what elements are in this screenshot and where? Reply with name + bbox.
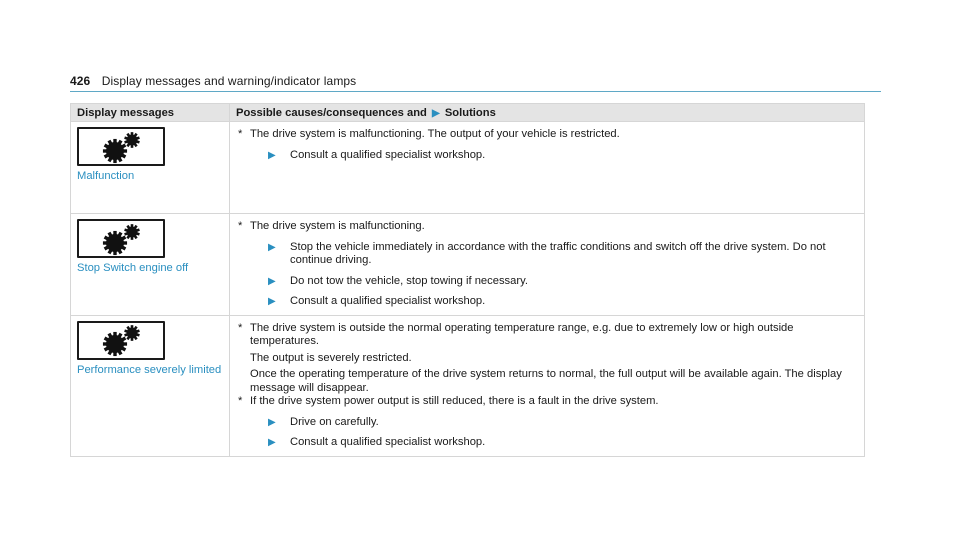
cause-item [238, 395, 852, 409]
bullet-marker: * [238, 220, 243, 232]
solution-arrow-icon: ▶ [268, 296, 276, 307]
display-message-cell [71, 315, 230, 456]
solution-arrow-icon: ▶ [432, 107, 440, 119]
solution-arrow-icon: ▶ [268, 149, 276, 161]
table-row [71, 122, 865, 214]
display-message-label: Stop Switch engine off [77, 262, 189, 274]
solution-text: Drive on carefully. [290, 415, 379, 428]
solution-text: Stop the vehicle immediately in accordance with the traffic conditions and switch off the drive system. Do not continue driving. [290, 240, 826, 266]
column-header-solutions-label: Solutions [444, 106, 496, 119]
column-header-causes-solutions [230, 104, 865, 122]
solution-text: Consult a qualified specialist workshop. [290, 295, 486, 307]
solution-step [268, 416, 852, 430]
cause-text: The drive system is malfunctioning. [250, 220, 425, 232]
header-divider [70, 91, 881, 92]
consequence-text: Once the operating temperature of the drive system returns to normal, the full output will be available again. The display message will disappear. [250, 368, 842, 394]
drive-system-gears-icon [96, 323, 146, 357]
solution-step [268, 295, 852, 309]
display-lamp [77, 321, 165, 360]
bullet-marker: * [238, 395, 243, 407]
consequence-text: The output is severely restricted. [250, 351, 412, 364]
solution-text: Do not tow the vehicle, stop towing if necessary. [290, 274, 528, 287]
drive-system-gears-icon [96, 130, 146, 164]
display-lamp [77, 219, 165, 258]
column-header-display-messages: Display messages [71, 104, 230, 122]
column-header-causes-label: Possible causes/consequences and [236, 106, 427, 119]
cause-item [238, 322, 852, 349]
display-lamp [77, 127, 165, 166]
display-messages-table [70, 103, 865, 457]
page-title: Display messages and warning/indicator lamps [101, 74, 357, 88]
table-row [71, 315, 865, 456]
table-row [71, 214, 865, 316]
bullet-marker: * [238, 321, 243, 334]
cause-item [238, 128, 852, 142]
display-message-cell [71, 122, 230, 214]
solution-arrow-icon: ▶ [268, 241, 276, 253]
solution-arrow-icon: ▶ [268, 275, 276, 287]
causes-solutions-cell [230, 214, 865, 316]
solution-step [268, 275, 852, 289]
solution-text: Consult a qualified specialist workshop. [290, 148, 486, 161]
solution-arrow-icon: ▶ [268, 437, 276, 448]
drive-system-gears-icon [96, 222, 146, 256]
cause-text: If the drive system power output is still reduced, there is a fault in the drive system. [250, 395, 659, 407]
display-message-cell [71, 214, 230, 316]
solution-step [268, 436, 852, 450]
table-header-row [71, 104, 865, 122]
cause-text: The drive system is outside the normal operating temperature range, e.g. due to extremely low or high outside temperatures. [250, 321, 794, 347]
page-number: 426 [70, 74, 91, 88]
solution-arrow-icon: ▶ [268, 416, 276, 428]
solution-step [268, 241, 852, 268]
display-message-label: Malfunction [77, 170, 135, 182]
solution-text: Consult a qualified specialist workshop. [290, 436, 486, 448]
causes-solutions-cell [230, 315, 865, 456]
cause-text: The drive system is malfunctioning. The output of your vehicle is restricted. [250, 128, 620, 140]
page-header [70, 74, 356, 88]
display-message-label: Performance severely limited [77, 363, 222, 376]
solution-step [268, 149, 852, 163]
bullet-marker: * [238, 128, 243, 140]
causes-solutions-cell [230, 122, 865, 214]
cause-item [238, 220, 852, 234]
